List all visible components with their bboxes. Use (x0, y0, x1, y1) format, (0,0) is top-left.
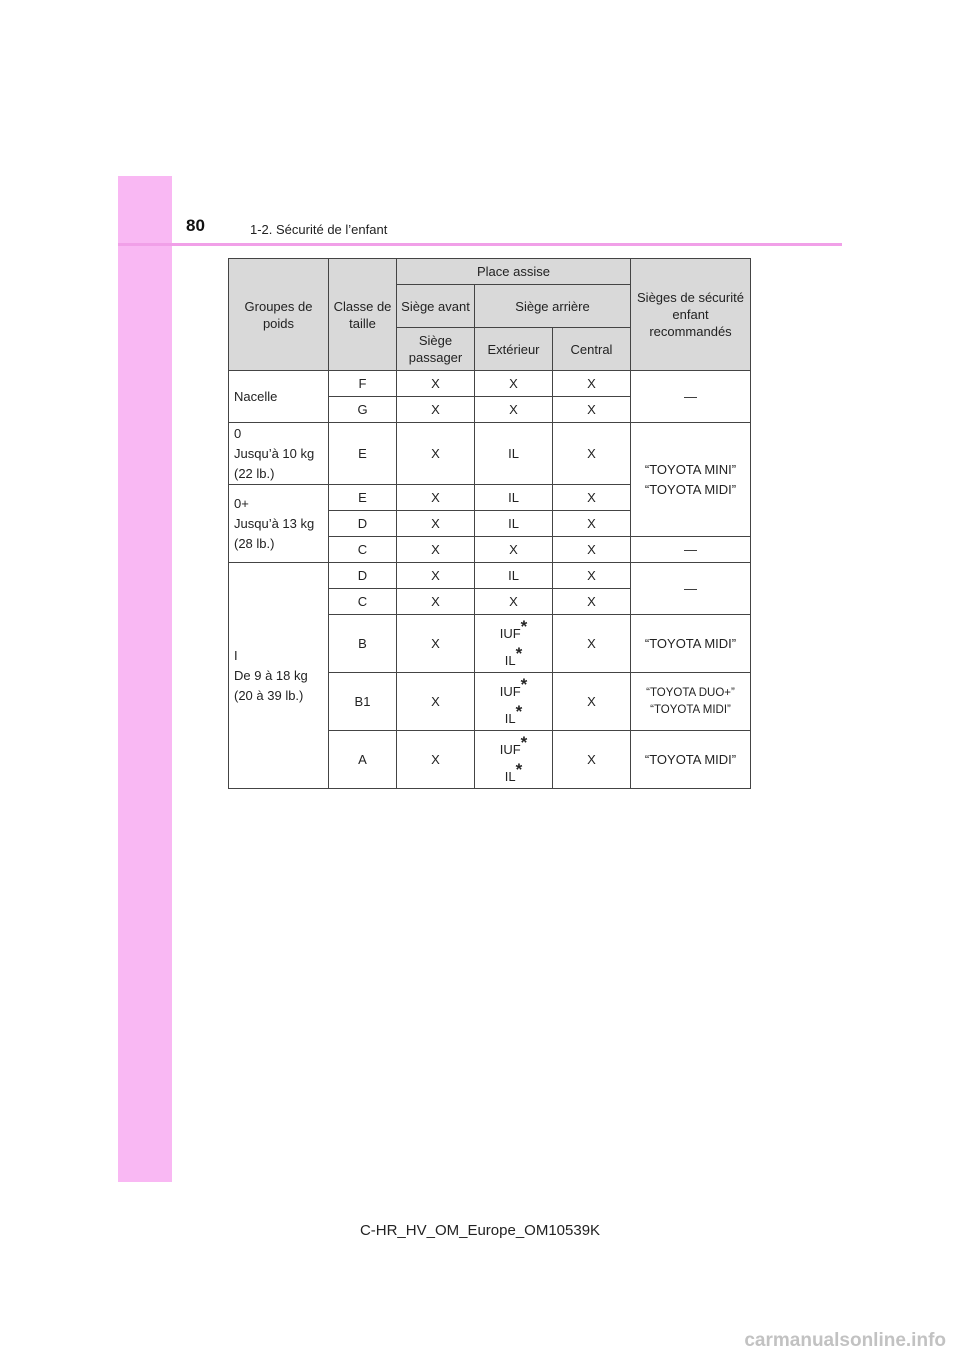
header-seat-position: Place assise (397, 259, 631, 285)
cell-class: F (329, 371, 397, 397)
header-groups: Groupes de poids (229, 259, 329, 371)
cell-center: X (553, 673, 631, 731)
asterisk-mark: * (515, 701, 523, 721)
group-0 (229, 423, 329, 485)
cell-outer: IL (475, 563, 553, 589)
cell-class: C (329, 589, 397, 615)
recommended-line: “TOYOTA MINI” (644, 461, 737, 477)
document-id: C-HR_HV_OM_Europe_OM10539K (359, 1222, 601, 1239)
cell-outer (475, 731, 553, 789)
cell-passenger: X (397, 371, 475, 397)
cell-class: G (329, 397, 397, 423)
cell-class: E (329, 423, 397, 485)
recommended-line: “TOYOTA MIDI” (650, 703, 731, 716)
cell-recommended: — (631, 537, 751, 563)
asterisk-mark: * (515, 759, 523, 779)
outer-il: IL (504, 768, 516, 784)
cell-recommended: — (631, 371, 751, 423)
asterisk-mark: * (515, 643, 523, 663)
recommended-line: “TOYOTA DUO+” (646, 686, 735, 699)
cell-class: B (329, 615, 397, 673)
outer-line (479, 702, 548, 729)
cell-center: X (553, 397, 631, 423)
cell-passenger: X (397, 589, 475, 615)
cell-center: X (553, 589, 631, 615)
cell-passenger: X (397, 423, 475, 485)
child-seat-table (228, 258, 751, 789)
header-passenger-seat: Siège passager (397, 328, 475, 371)
site-watermark[interactable]: carmanualsonline.info (744, 1330, 946, 1351)
cell-recommended: “TOYOTA MIDI” (631, 615, 751, 673)
header-rear-seat: Siège arrière (475, 285, 631, 328)
page-number: 80 (186, 216, 205, 235)
cell-outer: X (475, 537, 553, 563)
group-1-line: De 9 à 18 kg (234, 667, 308, 683)
recommended-line: “TOYOTA MIDI” (644, 481, 737, 497)
outer-il: IL (504, 652, 516, 668)
header-rule (118, 243, 842, 246)
group-0plus-line: 0+ (234, 495, 249, 511)
cell-passenger: X (397, 673, 475, 731)
cell-outer: IL (475, 511, 553, 537)
cell-recommended: — (631, 563, 751, 615)
cell-center: X (553, 371, 631, 397)
outer-line (479, 617, 548, 644)
group-0-line: Jusqu’à 10 kg (234, 445, 315, 461)
cell-passenger: X (397, 537, 475, 563)
cell-outer: IL (475, 485, 553, 511)
cell-center: X (553, 537, 631, 563)
cell-outer: X (475, 397, 553, 423)
cell-class: D (329, 511, 397, 537)
cell-center: X (553, 563, 631, 589)
cell-center: X (553, 511, 631, 537)
outer-il: IL (504, 710, 516, 726)
header-center: Central (553, 328, 631, 371)
cell-class: C (329, 537, 397, 563)
group-0plus (229, 485, 329, 563)
cell-class: A (329, 731, 397, 789)
asterisk-mark: * (520, 616, 528, 636)
group-nacelle: Nacelle (229, 371, 329, 423)
cell-center: X (553, 615, 631, 673)
cell-center: X (553, 731, 631, 789)
cell-outer: IL (475, 423, 553, 485)
outer-line (479, 733, 548, 760)
header-recommended: Sièges de sécurité enfant recommandés (631, 259, 751, 371)
group-1 (229, 563, 329, 789)
cell-passenger: X (397, 511, 475, 537)
cell-recommended: “TOYOTA MIDI” (631, 731, 751, 789)
table-row (229, 563, 751, 589)
cell-class: B1 (329, 673, 397, 731)
cell-passenger: X (397, 397, 475, 423)
asterisk-mark: * (520, 732, 528, 752)
asterisk-mark: * (520, 674, 528, 694)
cell-outer (475, 615, 553, 673)
header-size-class: Classe de taille (329, 259, 397, 371)
side-accent-band (118, 176, 172, 1182)
group-1-line: I (234, 647, 238, 663)
outer-line (479, 644, 548, 671)
cell-class: E (329, 485, 397, 511)
header-outer: Extérieur (475, 328, 553, 371)
cell-center: X (553, 485, 631, 511)
cell-recommended (631, 673, 751, 731)
table-row (229, 371, 751, 397)
cell-passenger: X (397, 615, 475, 673)
outer-line (479, 675, 548, 702)
group-0plus-line: Jusqu’à 13 kg (234, 515, 315, 531)
table-row (229, 423, 751, 485)
outer-iuf: IUF (499, 683, 521, 699)
cell-recommended (631, 423, 751, 537)
outer-iuf: IUF (499, 741, 521, 757)
section-title: 1-2. Sécurité de l’enfant (250, 222, 388, 237)
cell-outer (475, 673, 553, 731)
cell-passenger: X (397, 563, 475, 589)
cell-center: X (553, 423, 631, 485)
group-0plus-line: (28 lb.) (234, 535, 275, 551)
outer-iuf: IUF (499, 625, 521, 641)
group-0-line: 0 (234, 425, 242, 441)
cell-passenger: X (397, 485, 475, 511)
cell-class: D (329, 563, 397, 589)
cell-passenger: X (397, 731, 475, 789)
group-1-line: (20 à 39 lb.) (234, 687, 304, 703)
header-front-seat: Siège avant (397, 285, 475, 328)
cell-outer: X (475, 371, 553, 397)
outer-line (479, 760, 548, 787)
cell-outer: X (475, 589, 553, 615)
group-0-line: (22 lb.) (234, 465, 275, 481)
